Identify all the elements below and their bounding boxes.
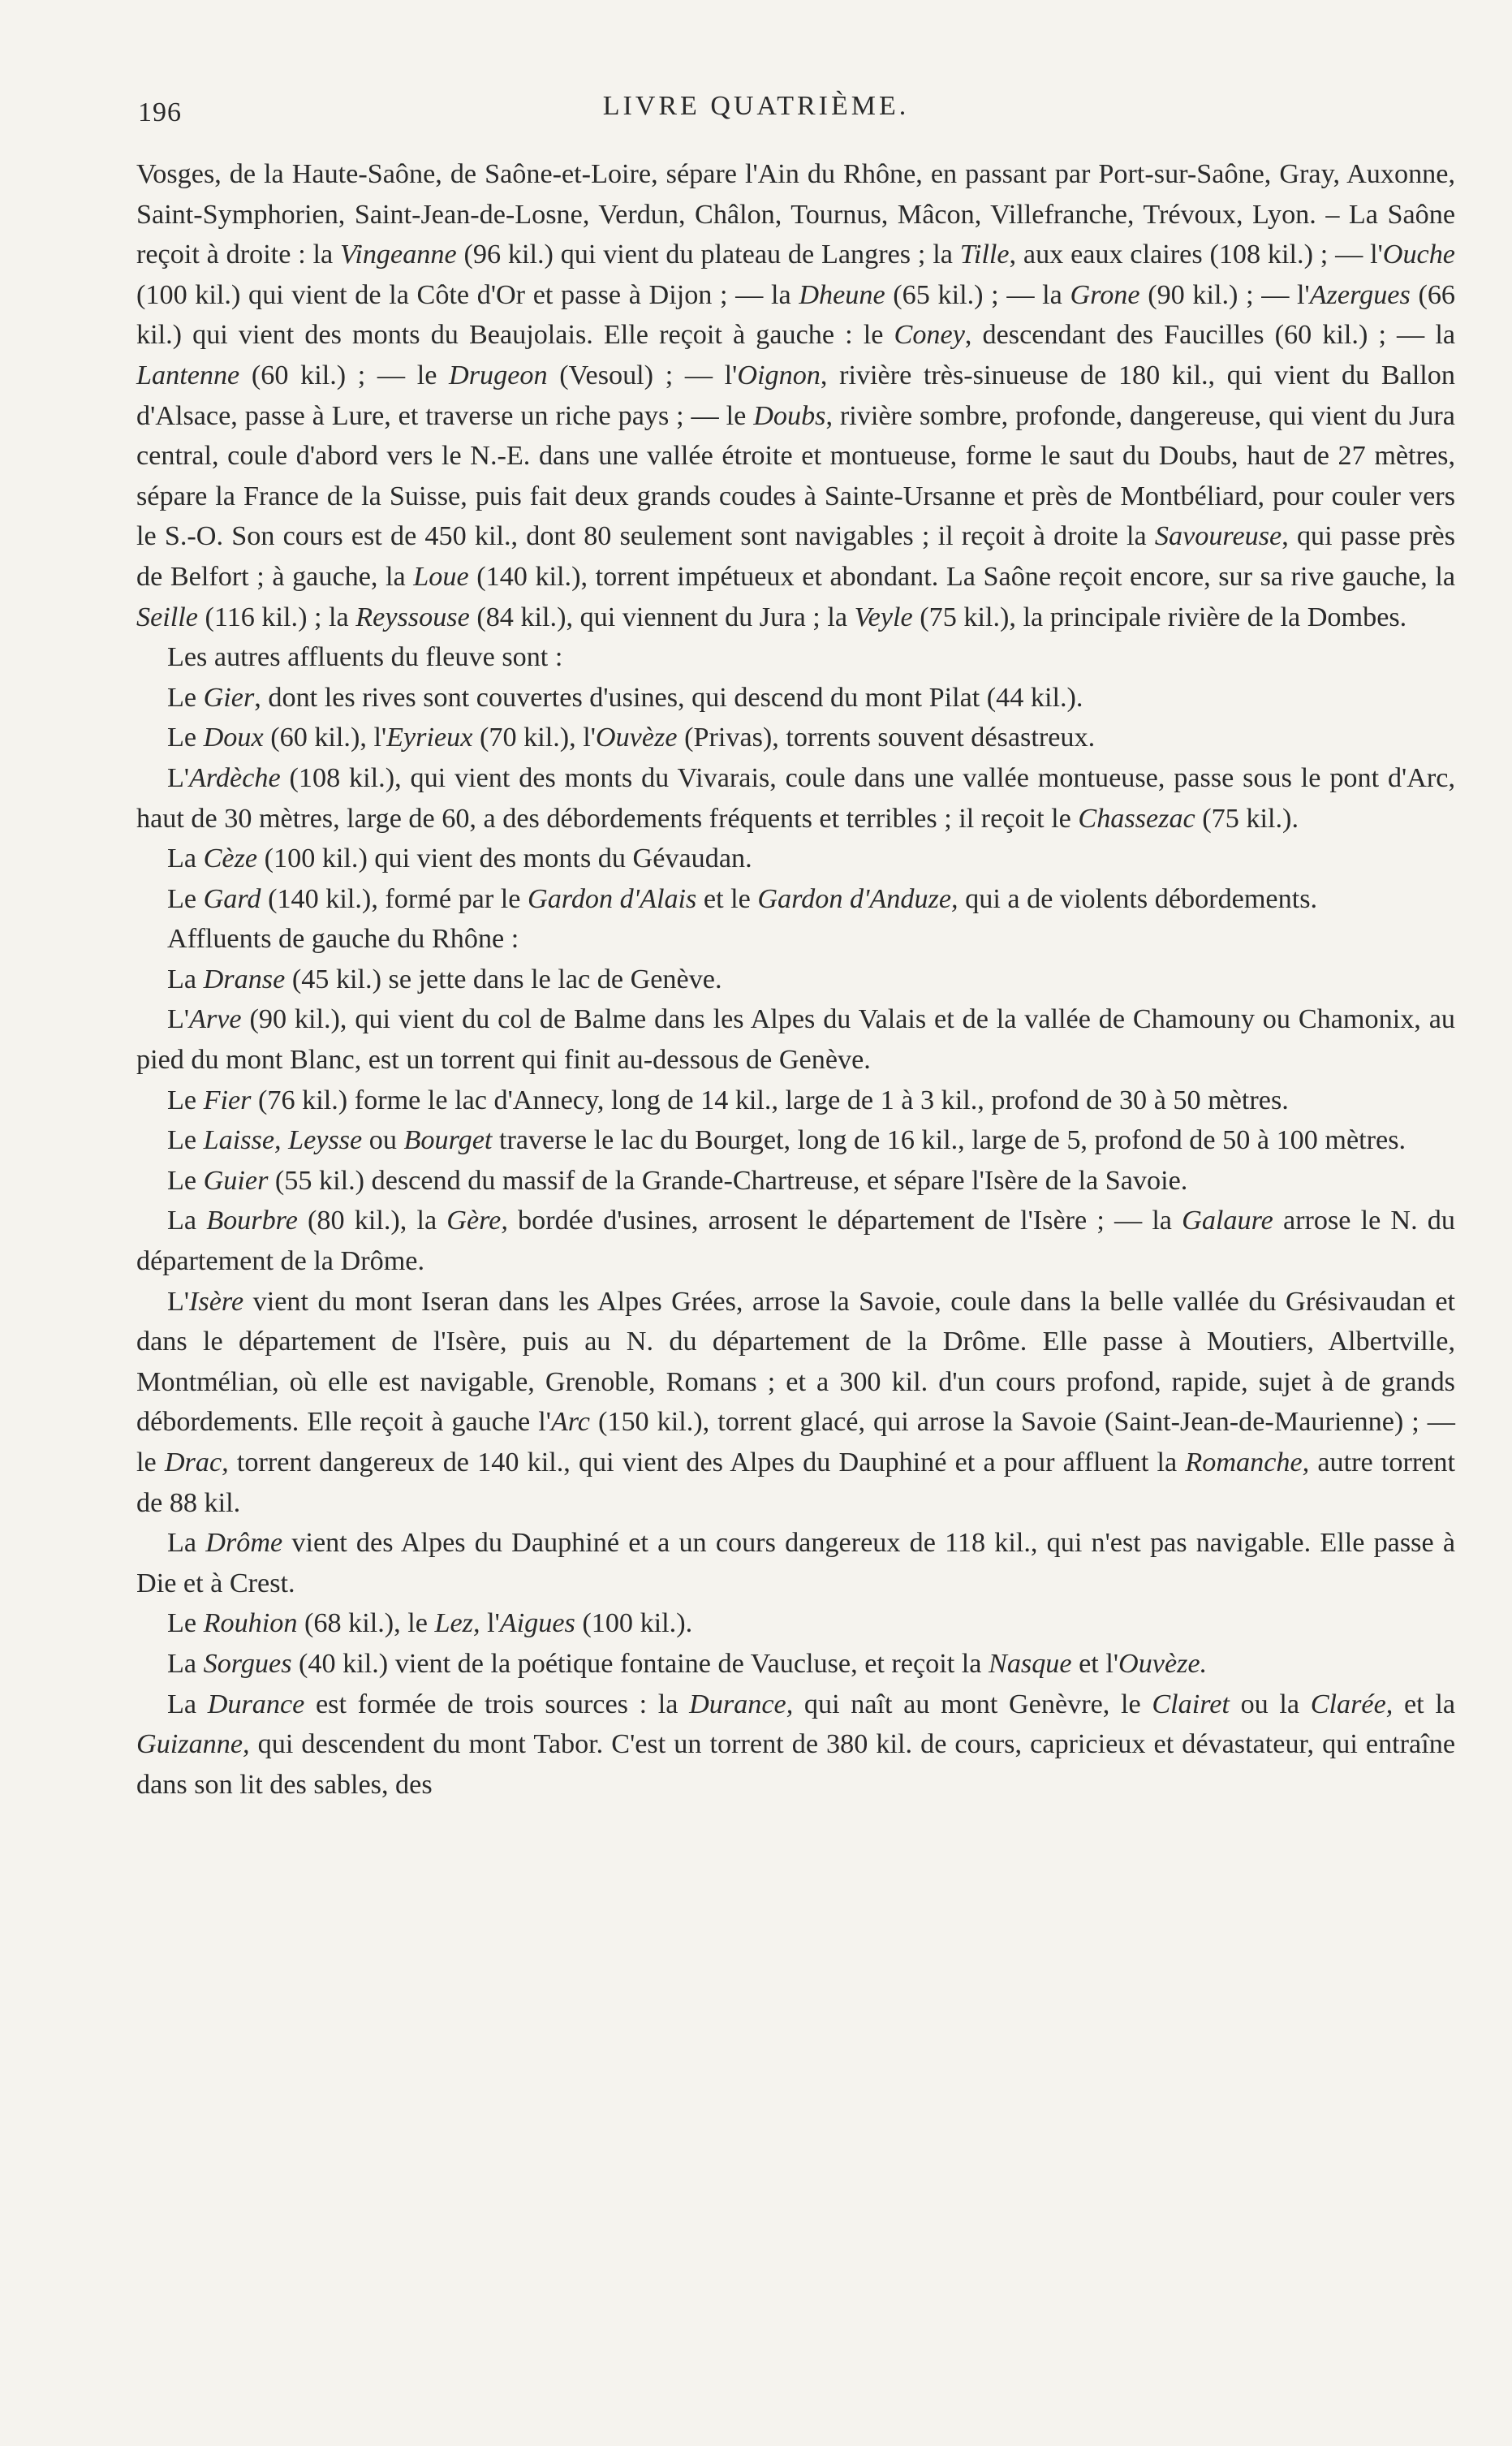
italic-term: Clarée, (1310, 1689, 1394, 1719)
italic-term: Gère, (446, 1206, 508, 1236)
italic-term: Dheune (799, 279, 885, 310)
text-run: (100 kil.) qui vient des monts du Gévaudan. (257, 843, 752, 874)
text-run: Les autres affluents du fleuve sont : (167, 642, 563, 673)
italic-term: Vingeanne (340, 239, 457, 270)
paragraph (136, 839, 1455, 879)
italic-term: Clairet (1152, 1689, 1230, 1719)
italic-term: Tille (959, 239, 1010, 270)
italic-term: Ouvèze. (1118, 1648, 1208, 1679)
text-run: (90 kil.), qui vient du col de Balme dans les Alpes du Valais et de la vallée de Chamouny ou Chamonix, au pied du mont Blanc, est un torrent qui finit au-dessous de Genève. (136, 1004, 1455, 1076)
italic-term: Eyrieux (386, 723, 473, 753)
text-run: (40 kil.) vient de la poétique fontaine de Vaucluse, et reçoit la (291, 1648, 989, 1679)
italic-term: Durance (207, 1689, 305, 1719)
italic-term: Ardèche (189, 762, 281, 793)
italic-term: Grone (1070, 279, 1140, 310)
text-run: (96 kil.) qui vient du plateau de Langres ; la (456, 239, 960, 270)
italic-term: Oignon (737, 360, 821, 390)
text-run: l' (480, 1608, 500, 1639)
text-run: (75 kil.). (1195, 803, 1299, 834)
text-run: Le (167, 1165, 204, 1196)
paragraph (136, 1523, 1455, 1603)
text-run: Le (167, 1608, 204, 1639)
italic-term: Savoureuse (1154, 521, 1282, 552)
text-run: torrent dangereux de 140 kil., qui vient des Alpes du Dauphiné et a pour affluent la (228, 1447, 1186, 1478)
italic-term: Nasque (989, 1648, 1072, 1679)
italic-term: Guizanne, (136, 1729, 250, 1760)
italic-term: Laisse, Leysse (203, 1125, 363, 1156)
italic-term: Ouche (1382, 239, 1455, 270)
text-run: (100 kil.) qui vient de la Côte d'Or et passe à Dijon ; — la (136, 279, 799, 310)
paragraph (136, 758, 1455, 839)
italic-term: Durance, (689, 1689, 794, 1719)
text-run: (76 kil.) forme le lac d'Annecy, long de 14 kil., large de 1 à 3 kil., profond de 30 à 50 mètres. (251, 1085, 1289, 1115)
text-run: (84 kil.), qui viennent du Jura ; la (469, 602, 855, 632)
paragraph (136, 637, 1455, 678)
text-run: (70 kil.), l' (472, 723, 596, 753)
text-run: Le (167, 883, 204, 914)
text-run: (60 kil.), l' (263, 723, 387, 753)
italic-term: Aigues (499, 1608, 575, 1639)
text-run: (66 kil.) qui vient des monts du Beaujolais. Elle reçoit à gauche : le (136, 279, 1456, 351)
italic-term: Gard (203, 883, 261, 914)
paragraph (136, 718, 1455, 758)
italic-term: Loue (413, 561, 469, 592)
text-run: ou la (1229, 1689, 1311, 1719)
italic-term: Doux (203, 723, 264, 753)
text-run: La (167, 1689, 208, 1719)
text-run: , rivière sombre, profonde, dangereuse, qui vient du Jura central, coule d'abord vers le N.-E. dans une vallée étroite et montueuse, forme le saut du Doubs, haut de 27 mètres, sépare la France de la Suisse, puis fait deux grands coudes à Sainte-Ursanne et près de Montbéliard, pour couler vers le S.-O. Son cours est de 450 kil., dont 80 seulement sont navigables ; il reçoit à droite la (136, 400, 1455, 552)
text-run: Le (167, 1125, 204, 1156)
italic-term: Sorgues (203, 1648, 292, 1679)
text-run: (108 kil.), qui vient des monts du Vivarais, coule dans une vallée montueuse, passe sous le pont d'Arc, haut de 30 mètres, large de 60, a des débordements fréquents et terribles ; il reçoit le (136, 762, 1455, 834)
text-run: (68 kil.), le (297, 1608, 435, 1639)
text-run: (55 kil.) descend du massif de la Grande-Chartreuse, et sépare l'Isère de la Savoie. (268, 1165, 1188, 1196)
page-number: 196 (138, 97, 182, 127)
italic-term: Gier (203, 682, 255, 713)
text-run: vient du mont Iseran dans les Alpes Grées, arrose la Savoie, coule dans la belle vallée du Grésivaudan et dans le département de l'Isère, puis au N. du département de la Drôme. Elle passe à Moutiers, Albertville, Montmélian, où elle est navigable, Grenoble, Romans ; et a 300 kil. d'un cours profond, rapide, sujet à de grands débordements. Elle reçoit à gauche l' (136, 1286, 1455, 1438)
paragraph (136, 1282, 1455, 1524)
text-run: L' (167, 1286, 190, 1317)
italic-term: Doubs (753, 400, 826, 431)
text-run: Affluents de gauche du Rhône : (167, 924, 519, 955)
text-run: (80 kil.), la (297, 1206, 447, 1236)
italic-term: Reyssouse (355, 602, 470, 632)
italic-term: Drugeon (449, 360, 548, 390)
text-run: La (167, 1648, 204, 1679)
body-text (136, 154, 1455, 1805)
text-run: (140 kil.), formé par le (261, 883, 528, 914)
italic-term: Romanche, (1185, 1447, 1310, 1478)
paragraph (136, 678, 1455, 718)
italic-term: Drac, (164, 1447, 229, 1478)
text-run: et le (696, 883, 758, 914)
italic-term: Guier (203, 1165, 269, 1196)
text-run: Le (167, 682, 204, 713)
italic-term: Chassezac (1078, 803, 1195, 834)
text-run: bordée d'usines, arrosent le département de l'Isère ; — la (507, 1206, 1182, 1236)
text-run: arrose le N. du département de la Drôme. (136, 1206, 1455, 1277)
text-run: (65 kil.) ; — la (885, 279, 1070, 310)
paragraph (136, 1081, 1455, 1121)
text-run: La (167, 1528, 206, 1559)
text-run: (100 kil.). (575, 1608, 693, 1639)
text-run: , aux eaux claires (108 kil.) ; — l' (1009, 239, 1383, 270)
paragraph (136, 999, 1455, 1080)
italic-term: Gardon d'Alais (528, 883, 697, 914)
italic-term: Arc (550, 1407, 590, 1438)
italic-term: Azergues (1309, 279, 1411, 310)
paragraph (136, 1685, 1455, 1805)
text-run: (140 kil.), torrent impétueux et abondant. La Saône reçoit encore, sur sa rive gauche, la (468, 561, 1455, 592)
italic-term: Galaure (1182, 1206, 1273, 1236)
text-run: , dont les rives sont couvertes d'usines, qui descend du mont Pilat (44 kil.). (254, 682, 1083, 713)
text-run: ou (362, 1125, 404, 1156)
italic-term: Rouhion (203, 1608, 298, 1639)
italic-term: Ouvèze (595, 723, 678, 753)
paragraph (136, 154, 1455, 637)
italic-term: Dranse (203, 964, 286, 994)
paragraph (136, 879, 1455, 920)
text-run: et l' (1071, 1648, 1119, 1679)
paragraph (136, 1161, 1455, 1201)
italic-term: Coney (894, 320, 965, 351)
text-run: L' (167, 762, 190, 793)
italic-term: Isère (189, 1286, 244, 1317)
paragraph (136, 1603, 1455, 1644)
text-run: autre torrent de 88 kil. (136, 1447, 1455, 1518)
paragraph (136, 1644, 1455, 1685)
text-run: vient des Alpes du Dauphiné et a un cours dangereux de 118 kil., qui n'est pas navigable. Elle passe à Die et à Crest. (136, 1528, 1455, 1598)
paragraph (136, 960, 1455, 1000)
italic-term: Veyle (854, 602, 913, 632)
text-run: qui a de violents débordements. (958, 883, 1318, 914)
text-run: , rivière très-sinueuse de 180 kil., qui vient du Ballon d'Alsace, passe à Lure, et traverse un riche pays ; — le (136, 360, 1455, 431)
italic-term: Cèze (203, 843, 258, 874)
text-run: La (167, 964, 204, 994)
text-run: (45 kil.) se jette dans le lac de Genève. (285, 964, 722, 994)
text-run: est formée de trois sources : la (304, 1689, 690, 1719)
text-run: Le (167, 1085, 204, 1115)
text-run: , qui passe près de Belfort ; à gauche, la (136, 521, 1455, 592)
italic-term: Lantenne (136, 360, 240, 390)
italic-term: Fier (203, 1085, 252, 1115)
italic-term: Bourget (403, 1125, 493, 1156)
text-run: Vosges, de la Haute-Saône, de Saône-et-Loire, sépare l'Ain du Rhône, en passant par Port-sur-Saône, Gray, Auxonne, Saint-Symphorien, Saint-Jean-de-Losne, Verdun, Châlon, Tournus, Mâcon, Villefranche, Trévoux, Lyon. – La Saône reçoit à droite : la (136, 159, 1455, 270)
text-run: (Privas), torrents souvent désastreux. (677, 723, 1096, 753)
italic-term: Drôme (205, 1528, 283, 1559)
paragraph (136, 1120, 1455, 1161)
text-run: (Vesoul) ; — l' (547, 360, 738, 390)
text-run: (75 kil.), la principale rivière de la Dombes. (912, 602, 1407, 632)
paragraph (136, 1201, 1455, 1281)
italic-term: Bourbre (206, 1206, 298, 1236)
text-run: L' (167, 1004, 190, 1035)
text-run: et la (1393, 1689, 1455, 1719)
text-run: (60 kil.) ; — le (239, 360, 450, 390)
text-run: Le (167, 723, 204, 753)
italic-term: Lez, (434, 1608, 480, 1639)
text-run: , descendant des Faucilles (60 kil.) ; — la (964, 320, 1456, 351)
paragraph (136, 919, 1455, 960)
text-run: La (167, 1206, 207, 1236)
italic-term: Seille (136, 602, 198, 632)
text-run: (90 kil.) ; — l' (1139, 279, 1310, 310)
text-run: La (167, 843, 204, 874)
running-title: LIVRE QUATRIÈME. (602, 91, 910, 121)
text-run: (116 kil.) ; la (197, 602, 356, 632)
text-run: qui descendent du mont Tabor. C'est un torrent de 380 kil. de cours, capricieux et dévastateur, qui entraîne dans son lit des sables, des (136, 1729, 1455, 1800)
italic-term: Gardon d'Anduze, (757, 883, 958, 914)
text-run: (150 kil.), torrent glacé, qui arrose la Savoie (Saint-Jean-de-Maurienne) ; — le (136, 1407, 1455, 1478)
italic-term: Arve (189, 1004, 242, 1035)
text-run: traverse le lac du Bourget, long de 16 kil., large de 5, profond de 50 à 100 mètres. (492, 1125, 1406, 1156)
text-run: qui naît au mont Genèvre, le (793, 1689, 1152, 1719)
